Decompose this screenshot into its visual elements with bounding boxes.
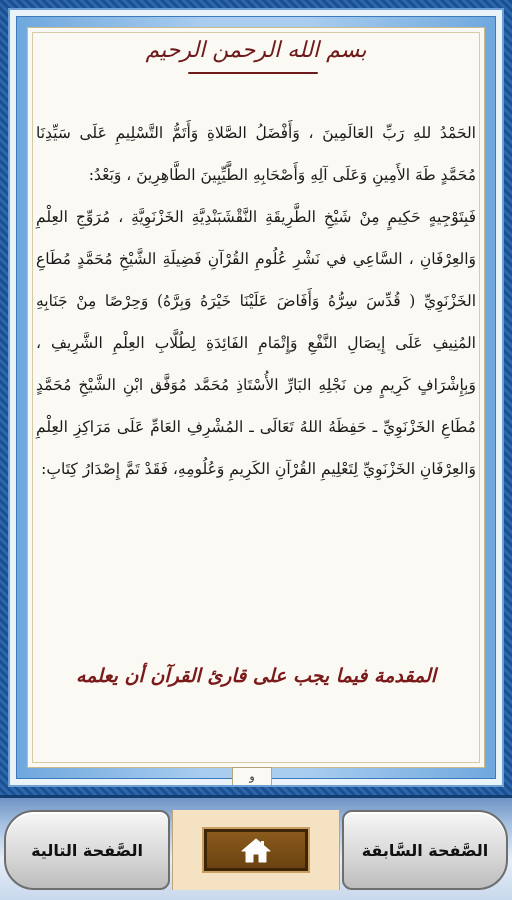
basmala-underline	[188, 72, 318, 74]
page-frame-border	[8, 8, 504, 787]
paragraph-intro: الحَمْدُ للهِ رَبِّ العَالَمِينَ ، وَأَفْضَلُ الصَّلاةِ وَأَتَمُّ التَّسْلِيمِ عَلَى سَيِّدِنَا مُحَمَّدٍ طَهَ الأَمِينِ وَعَلَى آلِهِ وَأَصْحَابِهِ الطَّيِّبِينَ الطَّاهِرِينَ ، وَبَعْدُ:	[36, 124, 476, 184]
page-frame-inner	[16, 16, 496, 779]
page-body	[36, 112, 476, 490]
home-button[interactable]	[204, 829, 308, 871]
paragraph-main: فَبِتَوْجِيهٍ حَكِيمٍ مِنْ شَيْخِ الطَّرِيقَةِ النَّقْشَبَنْدِيَّةِ الخَزْنَوِيَّةِ ، مُرَوِّجِ العِلْمِ وَالعِرْفَانِ ، السَّاعِي في نَشْرِ عُلُومِ القُرْآنِ فَضِيلَةِ الشَّيْخِ مُحَمَّدٍ مُطَاعِ الخَزْنَوِيِّ ( قُدِّسَ سِرُّهُ وَأَفَاضَ عَلَيْنَا خَيْرَهُ وَبِرَّهُ) وَحِرْصًا مِنْ جَنَابِهِ المُنِيفِ عَلَى إِيصَالِ النَّفْعِ وَإِتْمَامِ الفَائِدَةِ لِطُلَّابِ العِلْمِ الشَّرِيفِ ، وَبِإِشْرَافٍ كَرِيمٍ مِن نَجْلِهِ البَارِّ الأُسْتَاذِ مُحَمَّد مُوَفَّق ابْنِ الشَّيْخِ مُحَمَّدٍ مُطَاعِ الخَزْنَوِيِّ ـ حَفِظَهُ اللهُ تَعَالَى ـ المُشْرِفِ العَامِّ عَلَى مَرَاكِزِ العِلْمِ وَالعِرْفَانِ الخَزْنَوِيِّ لِتَعْلِيمِ القُرْآنِ الكَرِيمِ وَعُلُومِهِ، فَقَدْ تَمَّ إِصْدَارُ كِتَابِ:	[36, 208, 476, 478]
previous-page-label: الصَّفحة السَّابقة	[361, 840, 489, 860]
book-page	[27, 27, 485, 768]
home-icon	[241, 837, 271, 863]
previous-page-button[interactable]	[342, 810, 508, 890]
navigation-bar	[0, 795, 512, 900]
next-page-button[interactable]	[4, 810, 170, 890]
section-heading: المقدمة فيما يجب على قارئ القرآن أن يعلمه	[75, 665, 437, 687]
page-number: و	[232, 767, 272, 785]
basmala-calligraphy: بسم الله الرحمن الرحيم	[145, 38, 367, 63]
home-button-area	[172, 810, 340, 890]
next-page-label: الصَّفحة التالية	[31, 840, 143, 860]
